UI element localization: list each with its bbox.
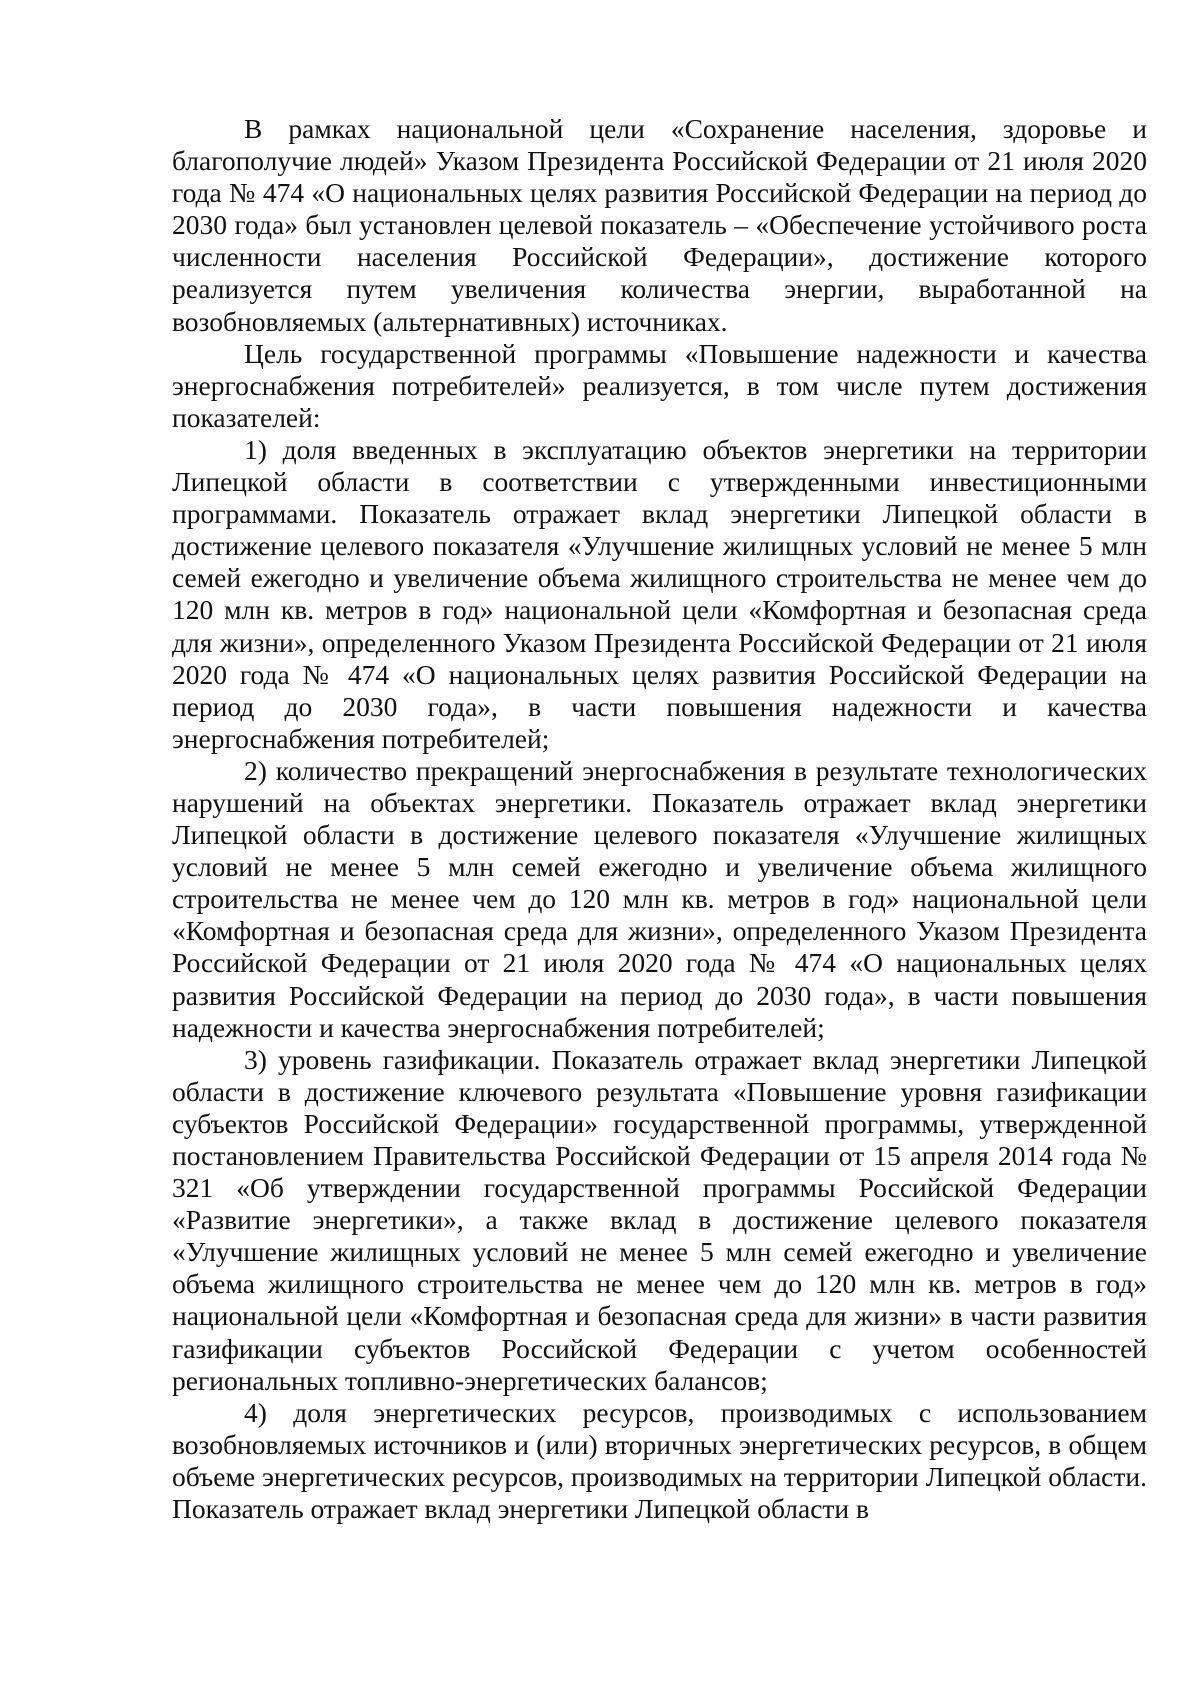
paragraph-indicator-2: 2) количество прекращений энергоснабжения в результате технологических нарушений на объектах энергетики. Показатель отражает вклад энергетики Липецкой области в достижение целевого показателя «Улучшение жилищных условий не менее 5 млн семей ежегодно и увеличение объема жилищного строительства не менее чем до 120 млн кв. метров в год» национальной цели «Комфортная и безопасная среда для жизни», определенного Указом Президента Российской Федерации от 21 июля 2020 года № 474 «О национальных целях развития Российской Федерации на период до 2030 года», в части повышения надежности и качества энергоснабжения потребителей;	[172, 754, 1147, 1043]
paragraph-indicator-1: 1) доля введенных в эксплуатацию объектов энергетики на территории Липецкой области в соответствии с утвержденными инвестиционными программами. Показатель отражает вклад энергетики Липецкой области в достижение целевого показателя «Улучшение жилищных условий не менее 5 млн семей ежегодно и увеличение объема жилищного строительства не менее чем до 120 млн кв. метров в год» национальной цели «Комфортная и безопасная среда для жизни», определенного Указом Президента Российской Федерации от 21 июля 2020 года № 474 «О национальных целях развития Российской Федерации на период до 2030 года», в части повышения надежности и качества энергоснабжения потребителей;	[172, 433, 1147, 754]
paragraph-national-goal: В рамках национальной цели «Сохранение населения, здоровье и благополучие людей» Указом Президента Российской Федерации от 21 июля 2020 года № 474 «О национальных целях развития Российской Федерации на период до 2030 года» был установлен целевой показатель – «Обеспечение устойчивого роста численности населения Российской Федерации», достижение которого реализуется путем увеличения количества энергии, выработанной на возобновляемых (альтернативных) источниках.	[172, 113, 1147, 337]
paragraph-indicator-4: 4) доля энергетических ресурсов, производимых с использованием возобновляемых источников и (или) вторичных энергетических ресурсов, в общем объеме энергетических ресурсов, производимых на территории Липецкой области. Показатель отражает вклад энергетики Липецкой области в	[172, 1396, 1147, 1525]
paragraph-indicator-3: 3) уровень газификации. Показатель отражает вклад энергетики Липецкой области в достижение ключевого результата «Повышение уровня газификации субъектов Российской Федерации» государственной программы, утвержденной постановлением Правительства Российской Федерации от 15 апреля 2014 года № 321 «Об утверждении государственной программы Российской Федерации «Развитие энергетики», а также вклад в достижение целевого показателя «Улучшение жилищных условий не менее 5 млн семей ежегодно и увеличение объема жилищного строительства не менее чем до 120 млн кв. метров в год» национальной цели «Комфортная и безопасная среда для жизни» в части развития газификации субъектов Российской Федерации с учетом особенностей региональных топливно-энергетических балансов;	[172, 1043, 1147, 1396]
document-body	[172, 113, 1147, 1525]
paragraph-program-goal: Цель государственной программы «Повышение надежности и качества энергоснабжения потребителей» реализуется, в том числе путем достижения показателей:	[172, 337, 1147, 433]
